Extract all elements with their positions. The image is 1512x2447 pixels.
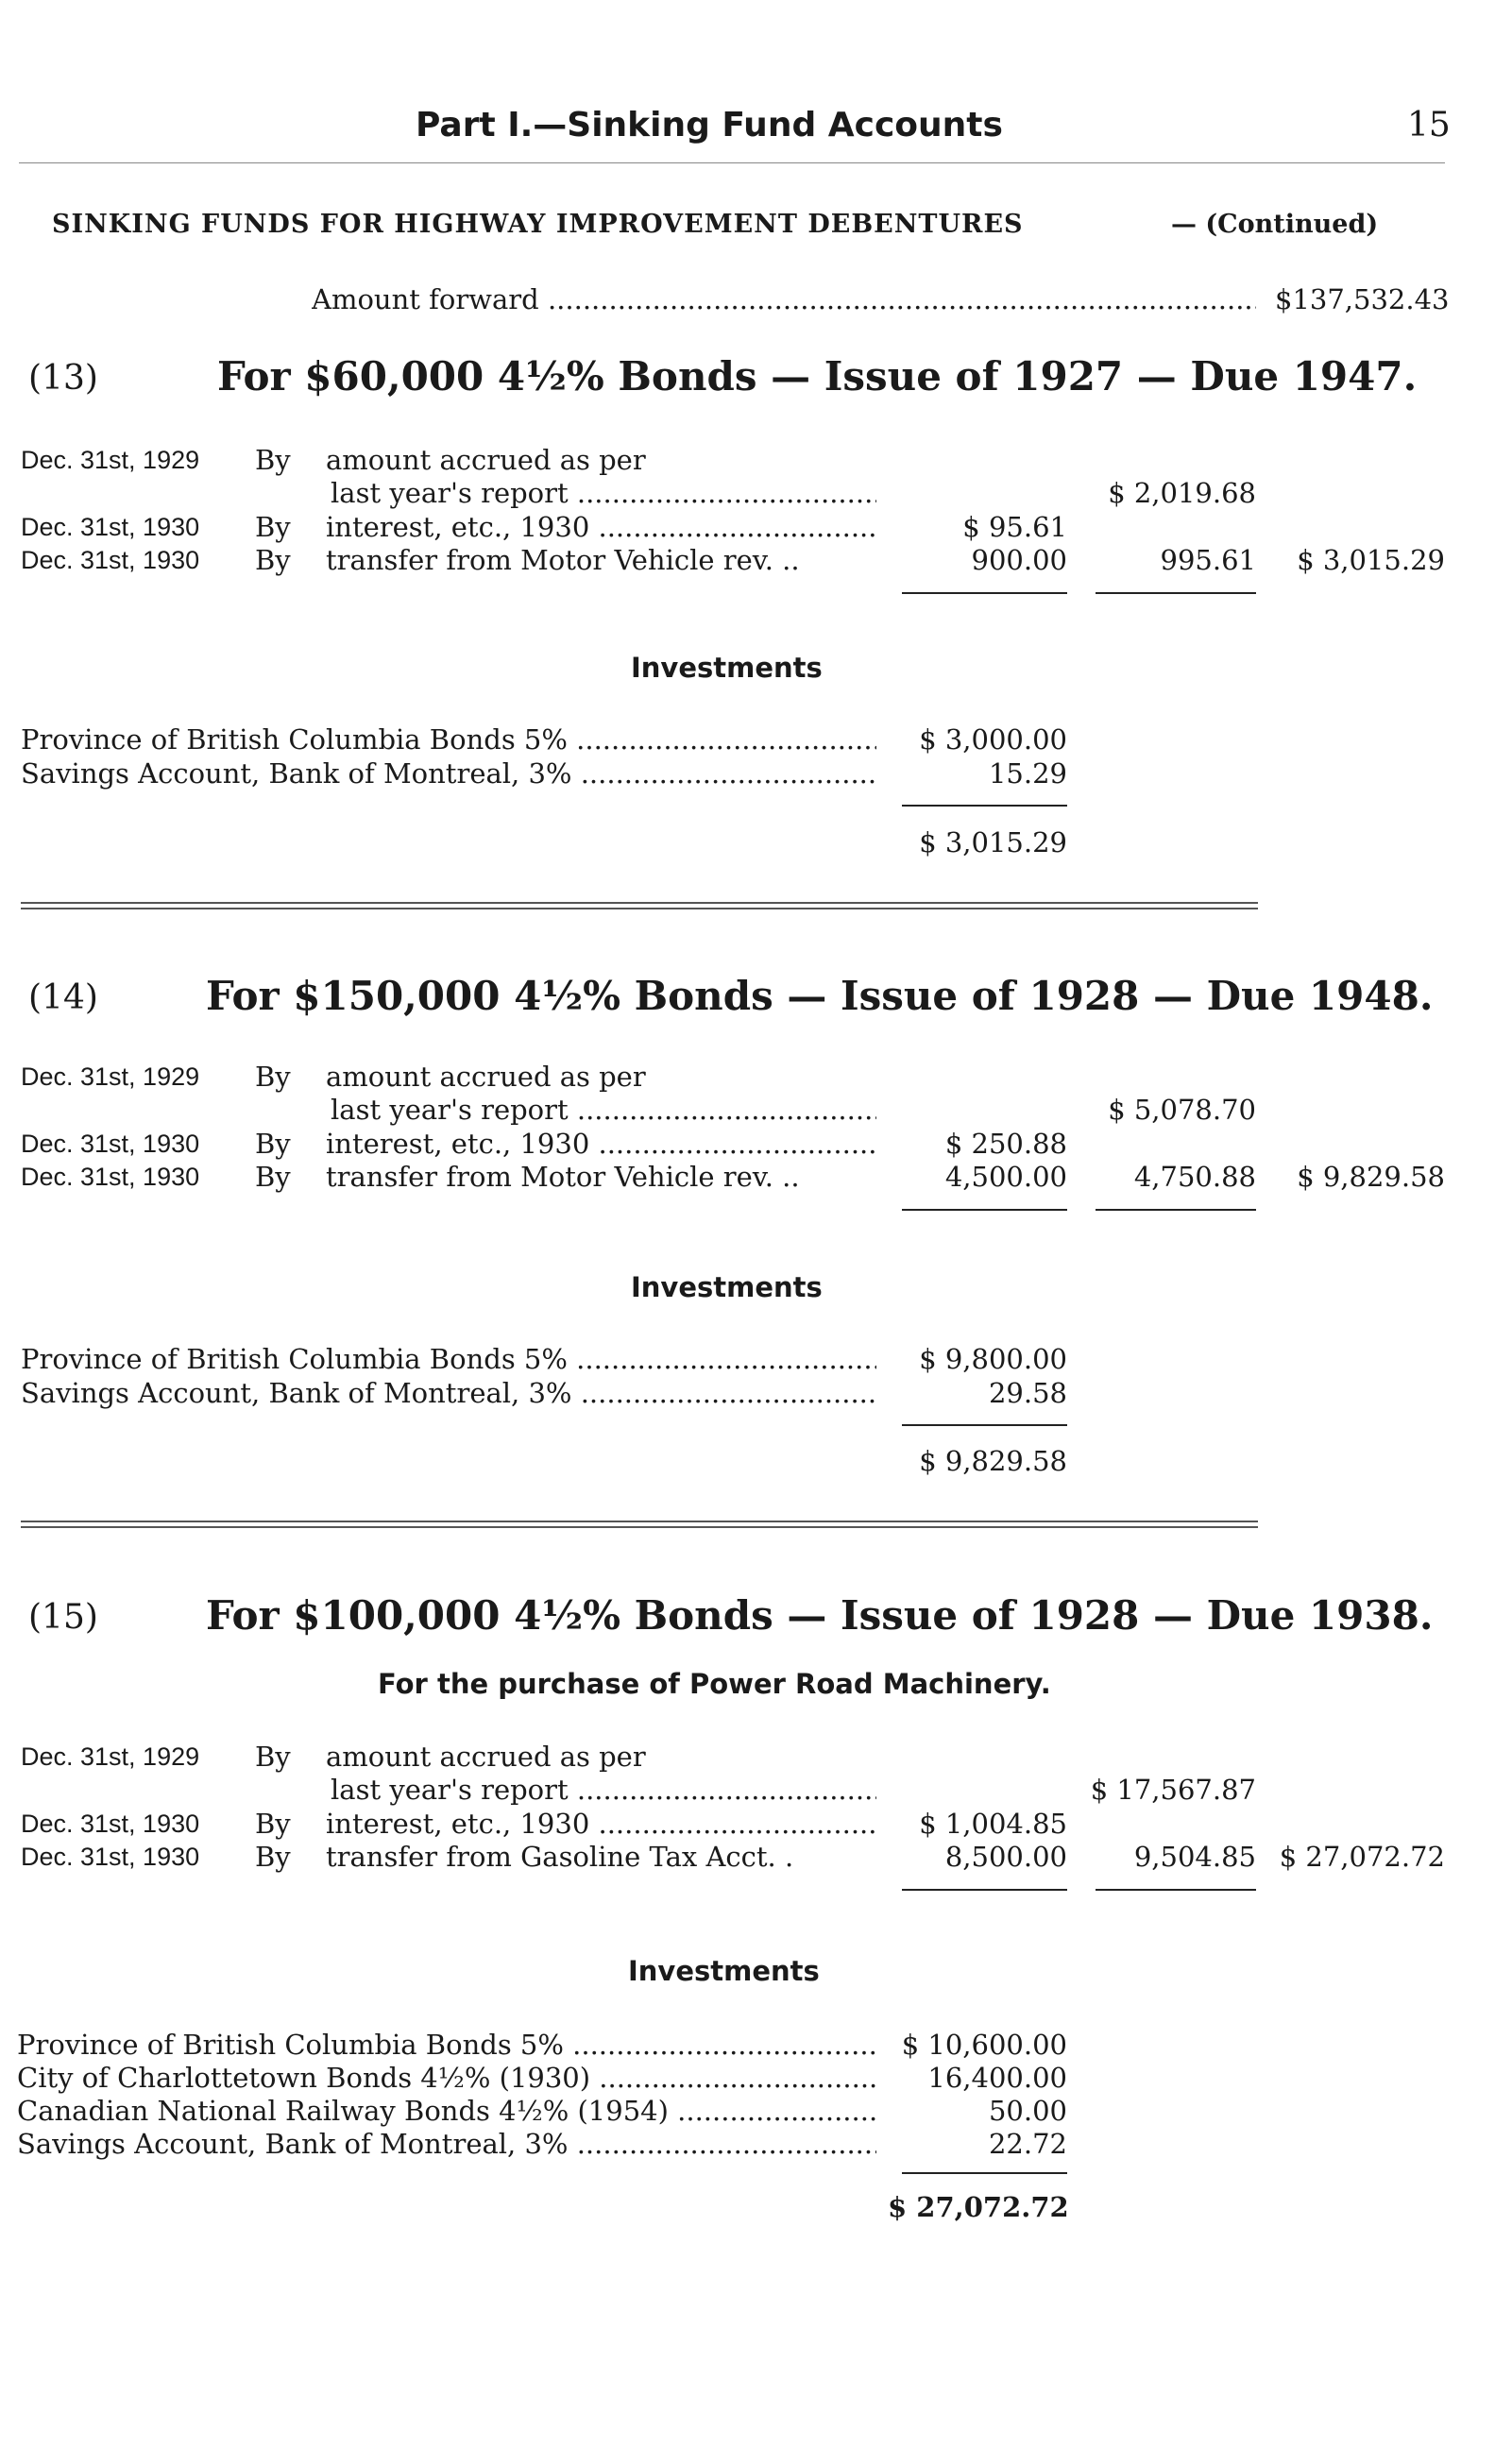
s15-rule-c2 xyxy=(1096,1889,1256,1891)
s14-desc-1: amount accrued as per xyxy=(326,1061,646,1093)
s15-by-3: By xyxy=(255,1841,291,1873)
s15-inv-3: Canadian National Railway Bonds 4½% (1954) ..... xyxy=(17,2095,876,2127)
s15-by-1: By xyxy=(255,1741,291,1773)
s15-inv-2: City of Charlottetown Bonds 4½% (1930) ..... xyxy=(17,2062,876,2094)
s14-investments-title: Investments xyxy=(631,1271,823,1303)
s14-desc-1b: last year's report ..... xyxy=(331,1094,876,1126)
s13-inv-rule xyxy=(902,805,1067,807)
s14-date-2: Dec. 31st, 1930 xyxy=(21,1130,200,1158)
s15-desc-1: amount accrued as per xyxy=(326,1741,646,1773)
section-15-number: (15) xyxy=(28,1598,98,1637)
s14-inv-2: Savings Account, Bank of Montreal, 3% ..... xyxy=(21,1377,876,1409)
s14-by-1: By xyxy=(255,1061,291,1093)
amount-forward-value: $137,532.43 xyxy=(1275,283,1450,315)
s15-date-1: Dec. 31st, 1929 xyxy=(21,1742,200,1771)
section-14-heading: For $150,000 4½% Bonds — Issue of 1928 — Due 1948. xyxy=(206,973,1434,1019)
s13-investments-title: Investments xyxy=(631,652,823,684)
s15-c1-3: 8,500.00 xyxy=(944,1841,1067,1873)
section-13-heading: For $60,000 4½% Bonds — Issue of 1927 — Due 1947. xyxy=(217,353,1418,399)
s13-by-3: By xyxy=(255,544,291,576)
s13-desc-1b: last year's report ..... xyxy=(331,477,876,509)
section-14-number: (14) xyxy=(28,978,98,1017)
s14-c1-2: $ 250.88 xyxy=(944,1128,1067,1160)
s14-rule-c1 xyxy=(902,1209,1067,1211)
s13-section-divider xyxy=(21,902,1258,909)
s14-inv-rule xyxy=(902,1424,1067,1426)
main-title: SINKING FUNDS FOR HIGHWAY IMPROVEMENT DEBENTURES xyxy=(52,210,1024,239)
s13-c1-2: $ 95.61 xyxy=(962,511,1067,543)
s15-investments-title: Investments xyxy=(628,1955,820,1987)
s15-inv-4-amt: 22.72 xyxy=(988,2128,1067,2160)
s13-c2-3: 995.61 xyxy=(1160,544,1256,576)
s13-by-2: By xyxy=(255,511,291,543)
s13-inv-1-amt: $ 3,000.00 xyxy=(919,723,1067,756)
s13-by-1: By xyxy=(255,444,291,476)
s14-date-1: Dec. 31st, 1929 xyxy=(21,1062,200,1091)
s13-c3-3: $ 3,015.29 xyxy=(1297,544,1445,576)
s15-inv-4: Savings Account, Bank of Montreal, 3% ..... xyxy=(17,2128,876,2160)
s15-inv-1-amt: $ 10,600.00 xyxy=(901,2029,1067,2061)
s14-date-3: Dec. 31st, 1930 xyxy=(21,1163,200,1191)
s13-desc-3: transfer from Motor Vehicle rev. .. xyxy=(326,544,800,576)
s13-rule-c2 xyxy=(1096,592,1256,594)
s13-inv-2-amt: 15.29 xyxy=(988,757,1067,790)
s13-desc-2: interest, etc., 1930 ..... xyxy=(326,511,876,543)
s14-rule-c2 xyxy=(1096,1209,1256,1211)
s13-inv-1: Province of British Columbia Bonds 5% ..... xyxy=(21,723,876,756)
s15-desc-1b: last year's report ..... xyxy=(331,1774,876,1806)
amount-forward-label: Amount forward ..... xyxy=(312,283,1256,315)
s15-inv-2-amt: 16,400.00 xyxy=(927,2062,1067,2094)
section-13-number: (13) xyxy=(28,359,98,398)
s15-date-3: Dec. 31st, 1930 xyxy=(21,1843,200,1871)
s13-date-1: Dec. 31st, 1929 xyxy=(21,446,200,474)
s13-c1-3: 900.00 xyxy=(971,544,1067,576)
s14-c3-3: $ 9,829.58 xyxy=(1297,1161,1445,1193)
s14-c2-3: 4,750.88 xyxy=(1133,1161,1256,1193)
page-header-title: Part I.—Sinking Fund Accounts xyxy=(416,106,1003,144)
s14-inv-1: Province of British Columbia Bonds 5% ..... xyxy=(21,1343,876,1375)
s14-section-divider xyxy=(21,1521,1258,1528)
s14-c1-3: 4,500.00 xyxy=(944,1161,1067,1193)
s14-by-3: By xyxy=(255,1161,291,1193)
page-number: 15 xyxy=(1407,106,1451,144)
s13-date-2: Dec. 31st, 1930 xyxy=(21,513,200,541)
s15-c2-1: $ 17,567.87 xyxy=(1090,1774,1256,1806)
s15-by-2: By xyxy=(255,1808,291,1840)
s15-desc-2: interest, etc., 1930 ..... xyxy=(326,1808,876,1840)
s15-c2-3: 9,504.85 xyxy=(1133,1841,1256,1873)
s13-rule-c1 xyxy=(902,592,1067,594)
s14-desc-2: interest, etc., 1930 ..... xyxy=(326,1128,876,1160)
s14-desc-3: transfer from Motor Vehicle rev. .. xyxy=(326,1161,800,1193)
s15-rule-c1 xyxy=(902,1889,1067,1891)
s15-date-2: Dec. 31st, 1930 xyxy=(21,1810,200,1838)
s13-desc-1: amount accrued as per xyxy=(326,444,646,476)
s13-inv-total: $ 3,015.29 xyxy=(919,826,1067,858)
s15-c1-2: $ 1,004.85 xyxy=(919,1808,1067,1840)
header-rule xyxy=(19,162,1445,163)
s15-c3-3: $ 27,072.72 xyxy=(1279,1841,1445,1873)
s13-inv-2: Savings Account, Bank of Montreal, 3% ..... xyxy=(21,757,876,790)
s13-date-3: Dec. 31st, 1930 xyxy=(21,546,200,574)
s14-inv-1-amt: $ 9,800.00 xyxy=(919,1343,1067,1375)
section-15-heading: For $100,000 4½% Bonds — Issue of 1928 — Due 1938. xyxy=(206,1592,1434,1639)
s14-inv-total: $ 9,829.58 xyxy=(919,1445,1067,1477)
s15-inv-1: Province of British Columbia Bonds 5% ..... xyxy=(17,2029,876,2061)
s14-inv-2-amt: 29.58 xyxy=(988,1377,1067,1409)
s14-c2-1: $ 5,078.70 xyxy=(1108,1094,1256,1126)
s15-inv-rule xyxy=(902,2172,1067,2174)
s13-c2-1: $ 2,019.68 xyxy=(1108,477,1256,509)
s15-inv-3-amt: 50.00 xyxy=(988,2095,1067,2127)
s15-inv-total: $ 27,072.72 xyxy=(888,2191,1069,2223)
continued-label: — (Continued) xyxy=(1171,210,1379,239)
s15-desc-3: transfer from Gasoline Tax Acct. . xyxy=(326,1841,794,1873)
s14-by-2: By xyxy=(255,1128,291,1160)
s15-subheading: For the purchase of Power Road Machinery. xyxy=(378,1668,1051,1700)
